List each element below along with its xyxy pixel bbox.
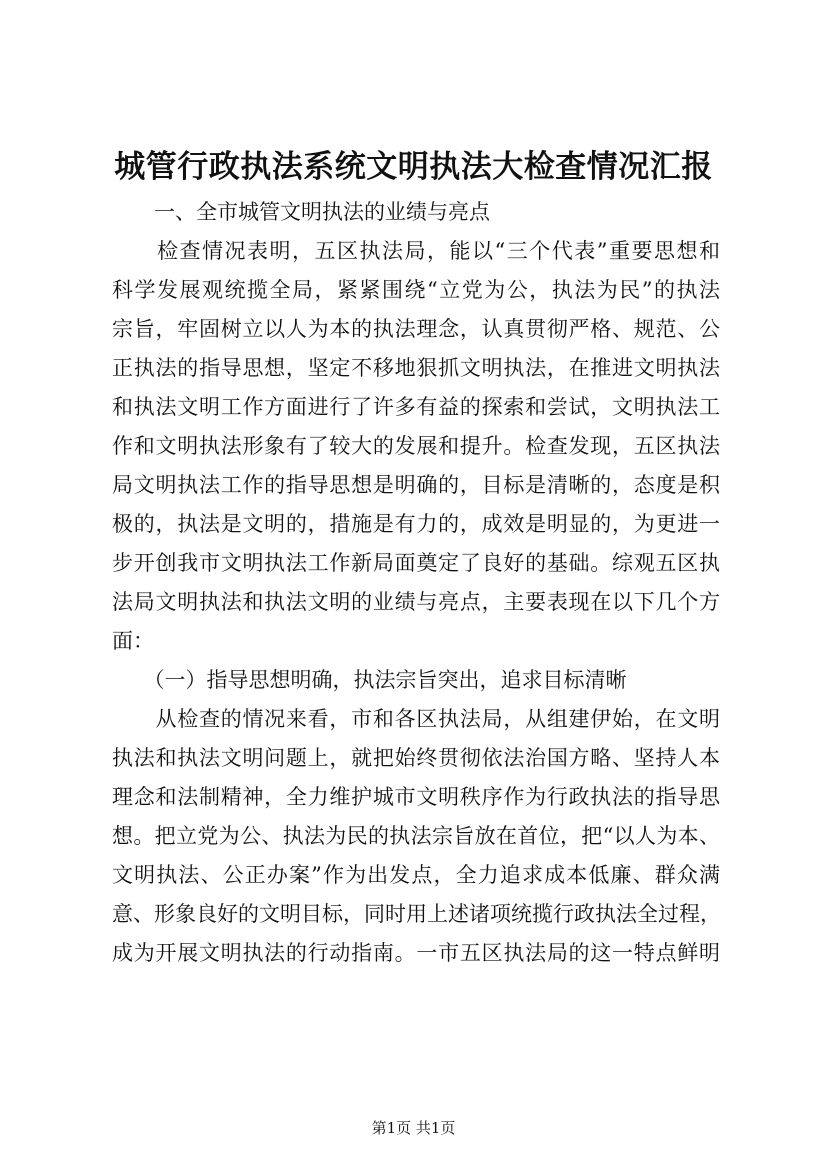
paragraph-line: 宗旨，牢固树立以人为本的执法理念，认真贯彻严格、规范、公 bbox=[112, 317, 720, 341]
paragraph-line: 意、形象良好的文明目标，同时用上述诸项统揽行政执法全过程， bbox=[112, 902, 721, 926]
paragraph-line: 作和文明执法形象有了较大的发展和提升。检查发现，五区执法 bbox=[112, 434, 720, 458]
paragraph-line: 局文明执法工作的指导思想是明确的，目标是清晰的，态度是积 bbox=[112, 473, 720, 497]
document-body bbox=[112, 193, 720, 973]
paragraph-line: 法局文明执法和执法文明的业绩与亮点，主要表现在以下几个方 bbox=[112, 590, 720, 614]
page-footer: 第1页 共1页 bbox=[371, 1119, 456, 1137]
paragraph-line: 执法和执法文明问题上，就把始终贯彻依法治国方略、坚持人本 bbox=[112, 746, 720, 770]
paragraph-line: 从检查的情况来看，市和各区执法局，从组建伊始，在文明 bbox=[112, 707, 720, 731]
paragraph-line: 正执法的指导思想，坚定不移地狠抓文明执法，在推进文明执法 bbox=[112, 356, 720, 380]
section-heading: 一、全市城管文明执法的业绩与亮点 bbox=[112, 200, 490, 224]
paragraph-line: 科学发展观统揽全局，紧紧围绕“立党为公，执法为民”的执法 bbox=[112, 278, 720, 302]
paragraph-line: 和执法文明工作方面进行了许多有益的探索和尝试，文明执法工 bbox=[112, 395, 720, 419]
paragraph-line: 面： bbox=[112, 629, 154, 653]
paragraph-line: 想。把立党为公、执法为民的执法宗旨放在首位，把“以人为本、 bbox=[112, 824, 720, 848]
paragraph-line: 成为开展文明执法的行动指南。一市五区执法局的这一特点鲜明 bbox=[112, 941, 720, 965]
document-title: 城管行政执法系统文明执法大检查情况汇报 bbox=[114, 149, 713, 185]
paragraph-line: 检查情况表明，五区执法局，能以“三个代表”重要思想和 bbox=[112, 239, 720, 263]
paragraph-line: 极的，执法是文明的，措施是有力的，成效是明显的，为更进一 bbox=[112, 512, 720, 536]
paragraph-line: 理念和法制精神，全力维护城市文明秩序作为行政执法的指导思 bbox=[112, 785, 720, 809]
paragraph-line: 文明执法、公正办案”作为出发点，全力追求成本低廉、群众满 bbox=[112, 863, 720, 887]
paragraph-line: 步开创我市文明执法工作新局面奠定了良好的基础。综观五区执 bbox=[112, 551, 720, 575]
subsection-heading: （一）指导思想明确，执法宗旨突出，追求目标清晰 bbox=[112, 668, 627, 692]
